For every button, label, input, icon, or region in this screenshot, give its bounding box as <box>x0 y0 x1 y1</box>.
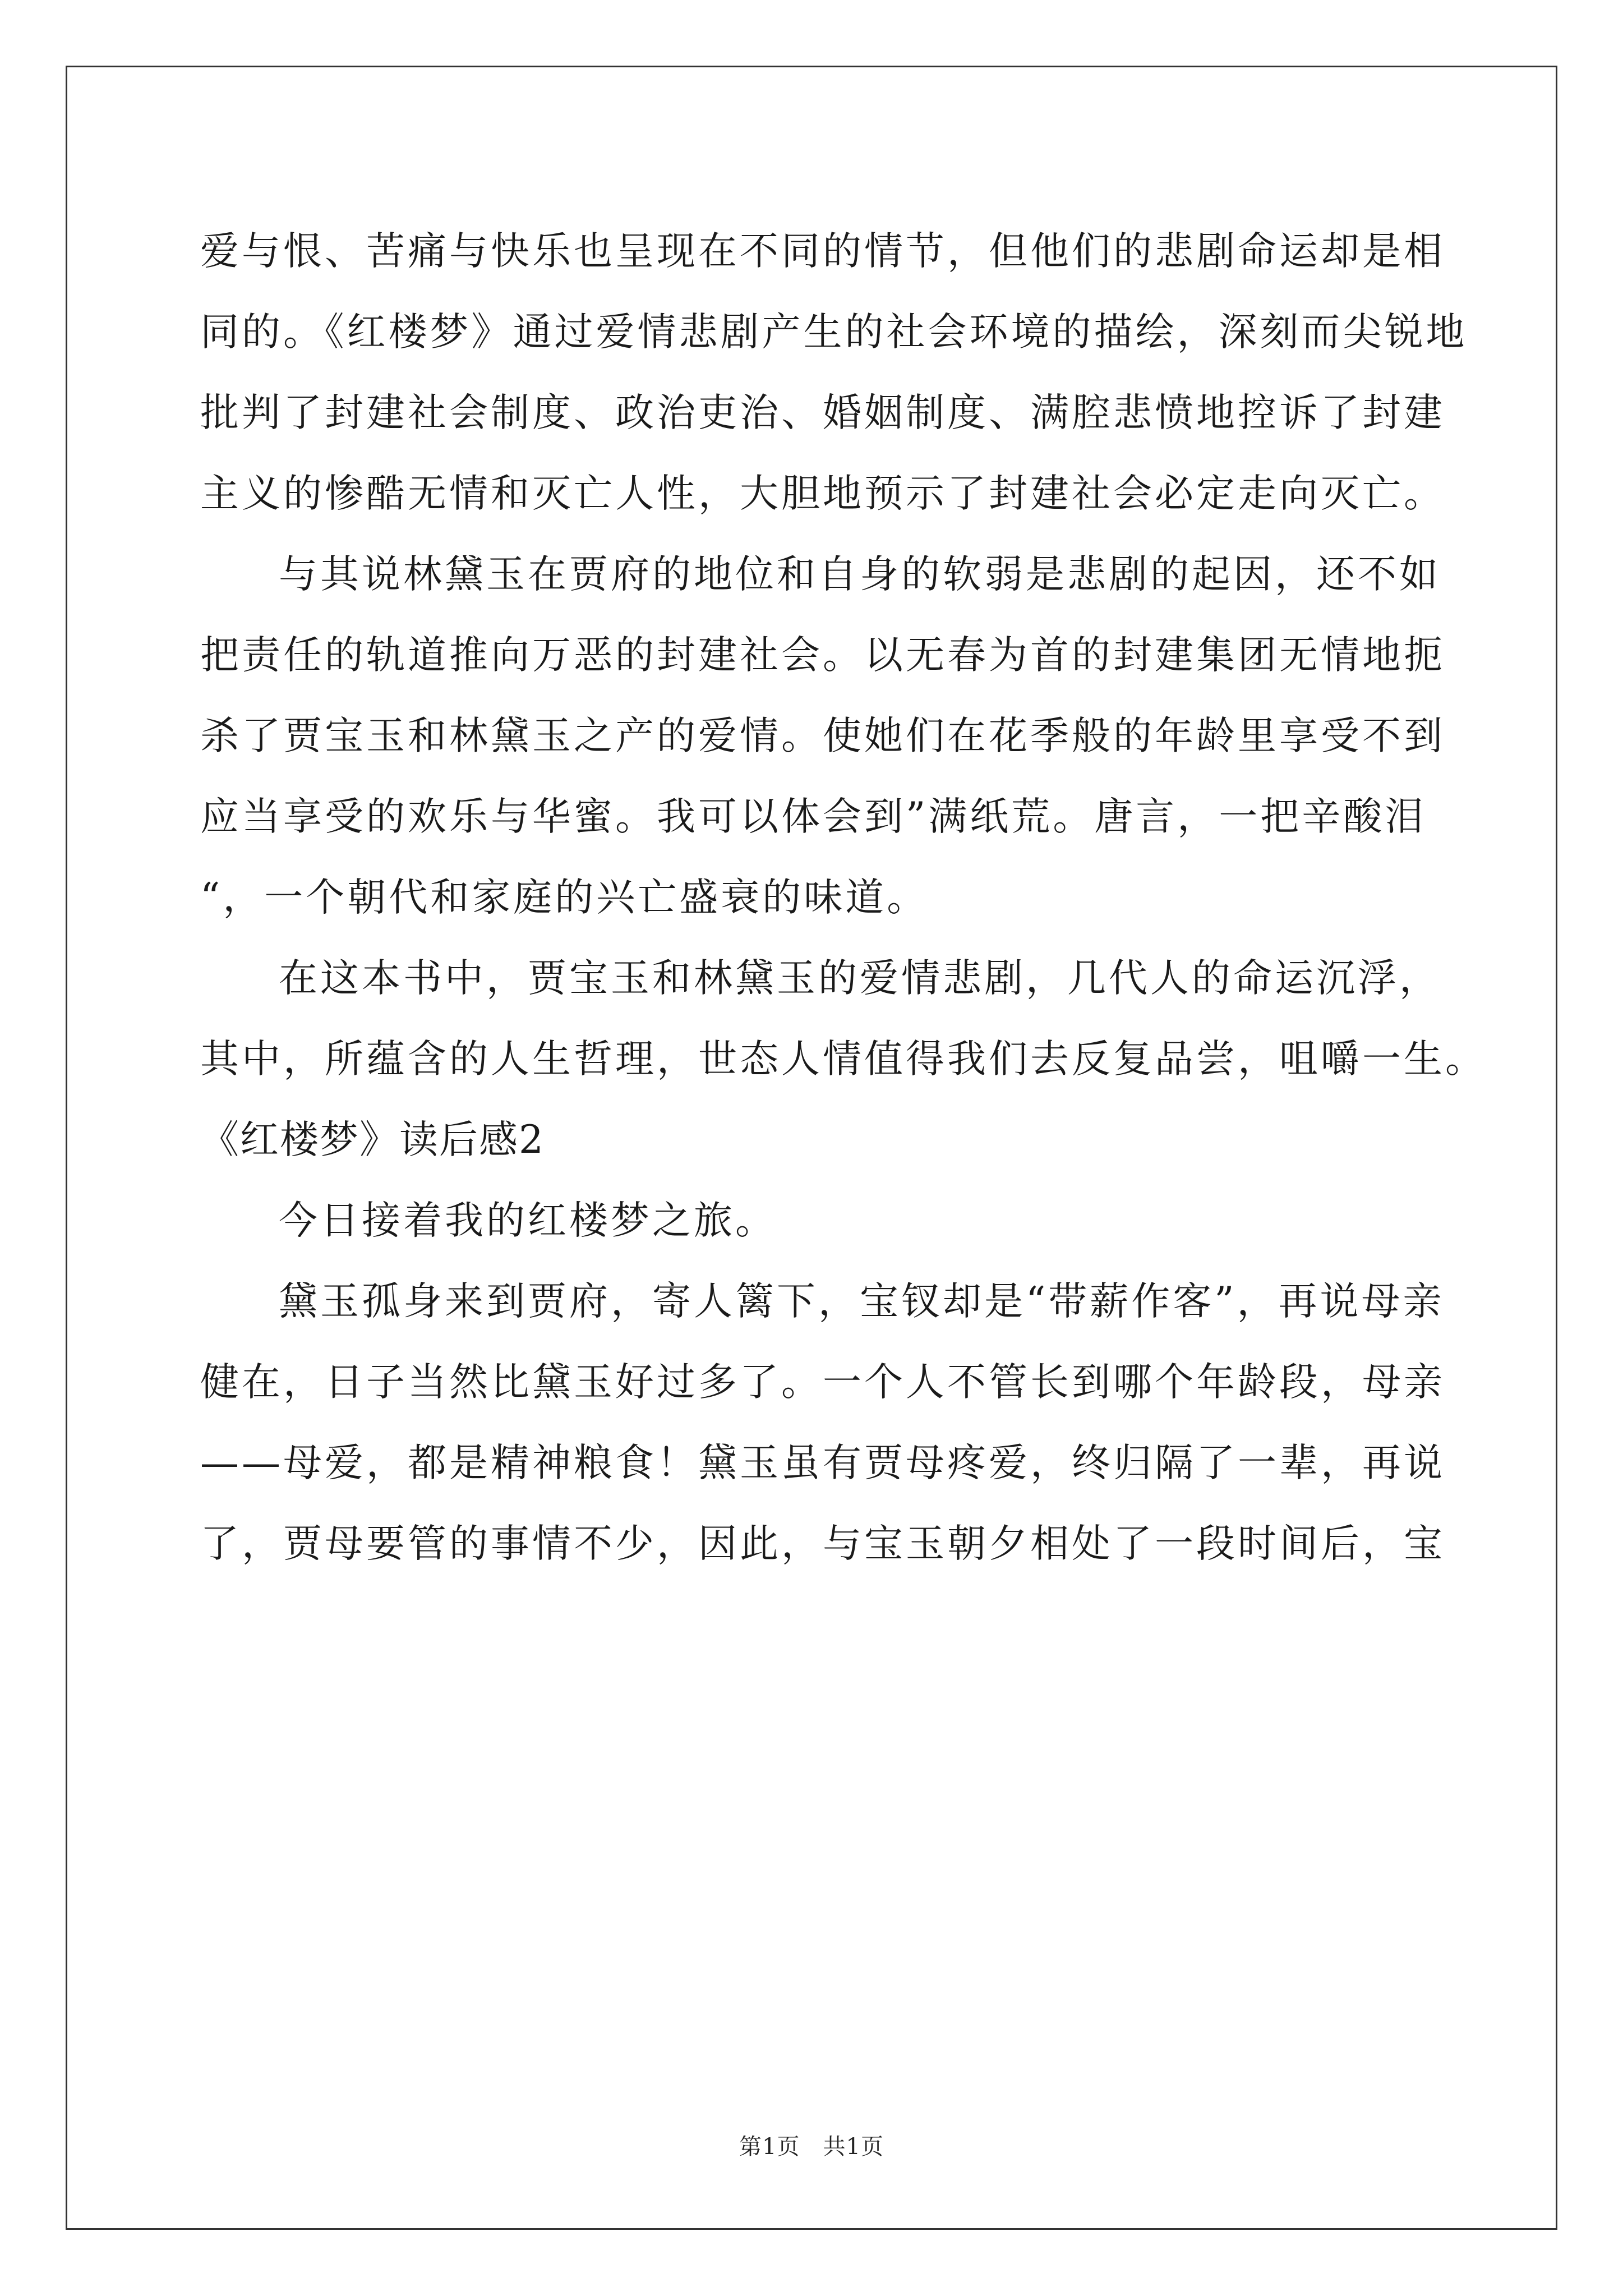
document-body <box>200 211 1487 1584</box>
text-line: 主义的惨酷无情和灭亡人性，大胆地预示了封建社会必定走向灭亡。 <box>200 471 1445 516</box>
paragraph-start-line: 在这本书中，贾宝玉和林黛玉的爱情悲剧，几代人的命运沉浮， <box>279 956 1441 1001</box>
text-line: 应当享受的欢乐与华蜜。我可以体会到”满纸荒。唐言，一把辛酸泪 <box>200 794 1427 839</box>
section-heading: 《红楼梦》读后感2 <box>200 1117 545 1162</box>
text-line: 把责任的轨道推向万恶的封建社会。以无春为首的封建集团无情地扼 <box>200 633 1445 678</box>
paragraph-start-line: 与其说林黛玉在贾府的地位和自身的软弱是悲剧的起因，还不如 <box>279 552 1441 597</box>
text-line: “，一个朝代和家庭的兴亡盛衰的味道。 <box>200 875 929 920</box>
paragraph-start-line: 今日接着我的红楼梦之旅。 <box>279 1198 777 1243</box>
text-line: 健在，日子当然比黛玉好过多了。一个人不管长到哪个年龄段，母亲 <box>200 1360 1445 1405</box>
text-line: ——母爱，都是精神粮食！黛玉虽有贾母疼爱，终归隔了一辈，再说 <box>200 1441 1445 1485</box>
text-line: 了，贾母要管的事情不少，因此，与宝玉朝夕相处了一段时间后，宝 <box>200 1521 1445 1566</box>
page-number-footer: 第1页 共1页 <box>739 2134 884 2160</box>
text-line: 爱与恨、苦痛与快乐也呈现在不同的情节，但他们的悲剧命运却是相 <box>200 229 1445 274</box>
text-line: 杀了贾宝玉和林黛玉之产的爱情。使她们在花季般的年龄里享受不到 <box>200 714 1445 758</box>
paragraph-start-line: 黛玉孤身来到贾府，寄人篱下，宝钗却是“带薪作客”，再说母亲 <box>279 1279 1445 1324</box>
text-line: 其中，所蕴含的人生哲理，世态人情值得我们去反复品尝，咀嚼一生。 <box>200 1037 1487 1082</box>
text-line: 批判了封建社会制度、政治吏治、婚姻制度、满腔悲愤地控诉了封建 <box>200 390 1445 435</box>
text-line: 同的。《红楼梦》通过爱情悲剧产生的社会环境的描绘，深刻而尖锐地 <box>200 310 1468 355</box>
